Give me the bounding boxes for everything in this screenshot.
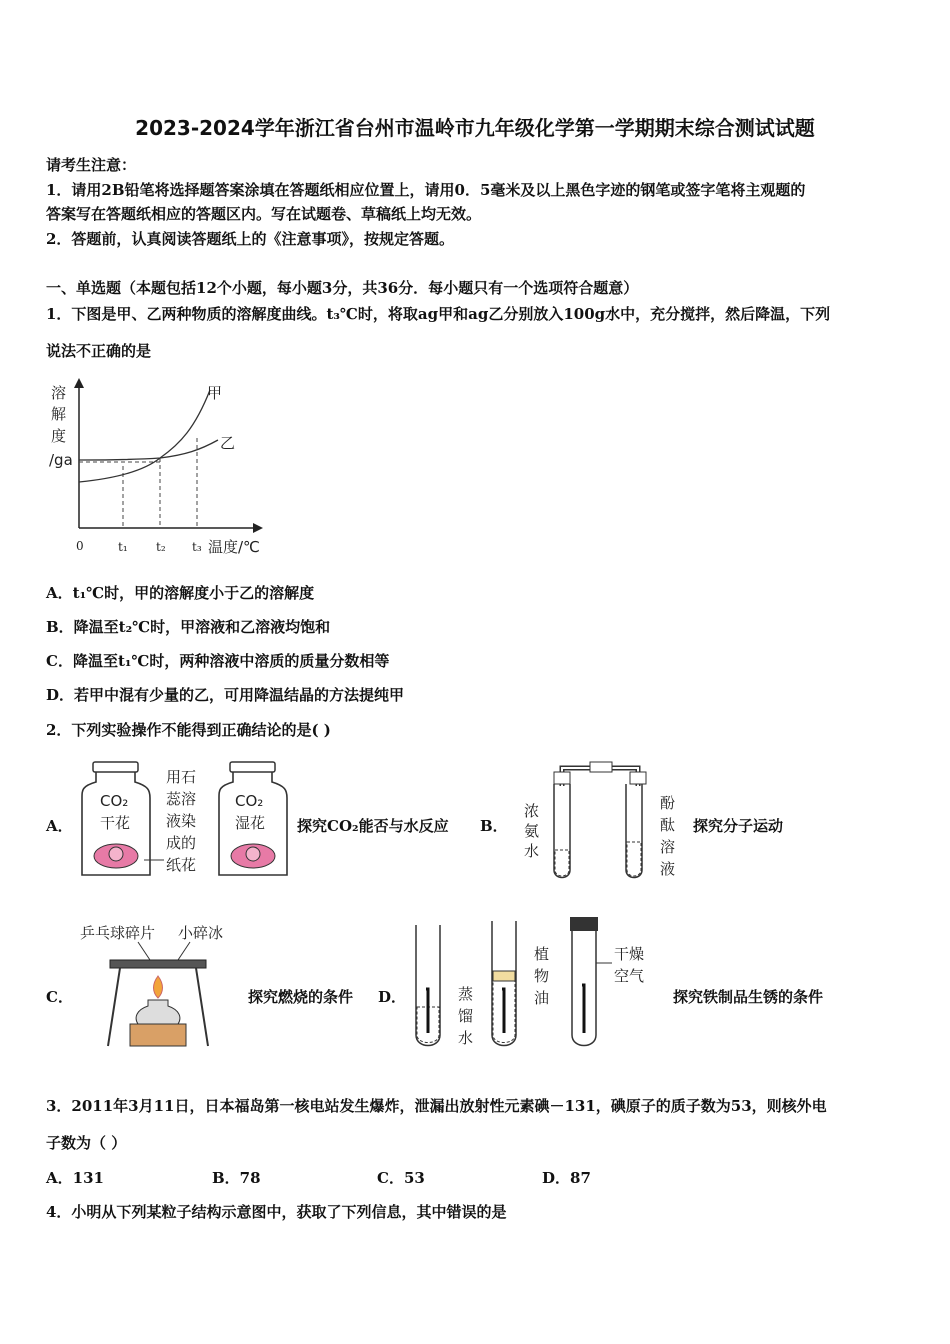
a-note-3: 液染: [166, 812, 197, 830]
curve-jia: [79, 390, 210, 482]
jar-dry: [82, 762, 150, 875]
x-axis-arrow: [253, 523, 263, 533]
d-water-3: 水: [458, 1029, 474, 1047]
nail-1: [426, 989, 428, 1033]
b-left-1: 浓: [524, 802, 540, 820]
nail-3: [582, 985, 584, 1033]
notice-line-1: 1．请用2B铅笔将选择题答案涂填在答题纸相应位置上，请用0．5毫米及以上黑色字迹的钢笔或签字笔将主观题的: [46, 181, 806, 199]
a-note-4: 成的: [166, 834, 197, 852]
q1-stem-2: 说法不正确的是: [46, 342, 152, 360]
c-label-2: 小碎冰: [178, 924, 224, 942]
notice-line-1b: 答案写在答题纸相应的答题区内。写在试题卷、草稿纸上均无效。: [46, 205, 482, 223]
q2-option-d-letter: D．: [378, 988, 407, 1006]
q2-c-illustration: [78, 920, 243, 1050]
d-water-2: 馏: [458, 1007, 474, 1025]
d-oil-3: 油: [534, 989, 550, 1007]
curve-yi: [79, 440, 218, 460]
d-air-1: 干燥: [614, 945, 645, 963]
q1-option-c: C．降温至t₁℃时，两种溶液中溶质的质量分数相等: [46, 652, 390, 670]
alcohol-lamp: [136, 1000, 180, 1024]
jar1-label: 干花: [100, 814, 131, 832]
y-label-4: /ga: [49, 451, 73, 469]
page-title: 2023-2024学年浙江省台州市温岭市九年级化学第一学期期末综合测试试题: [135, 116, 815, 140]
q1-option-b: B．降温至t₂℃时，甲溶液和乙溶液均饱和: [46, 618, 331, 636]
q1-stem-1: 1．下图是甲、乙两种物质的溶解度曲线。t₃℃时，将取ag甲和ag乙分别放入100g水中，充分搅拌，然后降温，下列: [46, 305, 831, 323]
y-label-3: 度: [51, 427, 67, 445]
q2-option-b-caption: 探究分子运动: [693, 817, 784, 835]
q2-option-c-caption: 探究燃烧的条件: [248, 988, 354, 1006]
q2-option-c-letter: C．: [46, 988, 73, 1006]
a-note-1: 用石: [166, 768, 197, 786]
curve-jia-label: 甲: [207, 384, 223, 402]
jar-wet: [219, 762, 287, 875]
y-axis-arrow: [74, 378, 84, 388]
b-right-4: 液: [660, 860, 676, 878]
q2-option-b-letter: B．: [480, 817, 508, 835]
tube-ammonia: [554, 784, 570, 878]
jar2-gas: CO₂: [235, 792, 264, 810]
jar2-label: 湿花: [235, 814, 266, 832]
q2-stem: 2．下列实验操作不能得到正确结论的是( ): [46, 721, 331, 739]
b-left-2: 氨: [524, 822, 540, 840]
nail-2: [502, 989, 504, 1033]
y-label-1: 溶: [51, 384, 67, 402]
c-label-1: 乒乓球碎片: [80, 924, 156, 942]
origin-label: 0: [76, 539, 84, 553]
q3-option-c: C．53: [377, 1169, 425, 1187]
q1-option-d: D．若甲中混有少量的乙，可用降温结晶的方法提纯甲: [46, 686, 405, 704]
b-right-3: 溶: [660, 838, 676, 856]
y-label-2: 解: [51, 405, 67, 423]
d-water-1: 蒸: [458, 985, 474, 1003]
a-note-5: 纸花: [166, 856, 197, 874]
d-oil-2: 物: [534, 967, 550, 985]
t2-label: t₂: [156, 540, 166, 554]
copper-plate: [110, 960, 206, 968]
curve-yi-label: 乙: [220, 434, 236, 452]
d-air-2: 空气: [614, 967, 645, 985]
q2-d-illustration: [408, 915, 658, 1055]
b-right-2: 酞: [660, 816, 676, 834]
q2-option-a-caption: 探究CO₂能否与水反应: [297, 817, 449, 835]
tube-phenol: [626, 784, 642, 878]
d-oil-1: 植: [534, 945, 550, 963]
b-left-3: 水: [524, 842, 540, 860]
q3-option-a: A．131: [46, 1169, 104, 1187]
q4-stem: 4．小明从下列某粒子结构示意图中，获取了下列信息，其中错误的是: [46, 1203, 507, 1221]
q3-stem-2: 子数为（ ）: [46, 1134, 127, 1152]
notice-line-2: 2．答题前，认真阅读答题纸上的《注意事项》，按规定答题。: [46, 230, 454, 248]
oil-layer: [493, 971, 515, 981]
wood-block: [130, 1024, 186, 1046]
section-heading: 一、单选题（本题包括12个小题，每小题3分，共36分．每小题只有一个选项符合题意）: [46, 279, 639, 297]
x-axis-label: 温度/℃: [208, 538, 260, 556]
a-note-2: 蕊溶: [166, 790, 197, 808]
q1-option-a: A．t₁℃时，甲的溶解度小于乙的溶解度: [46, 584, 315, 602]
tripod-leg-right: [196, 968, 208, 1046]
q2-option-d-caption: 探究铁制品生锈的条件: [673, 988, 824, 1006]
tripod-leg-left: [108, 968, 120, 1046]
b-right-1: 酚: [660, 794, 676, 812]
t1-label: t₁: [118, 540, 128, 554]
q3-option-b: B．78: [212, 1169, 261, 1187]
q3-stem-1: 3．2011年3月11日，日本福岛第一核电站发生爆炸，泄漏出放射性元素碘－131，碘原子的质子数为53，则核外电: [46, 1097, 827, 1115]
solubility-chart: [40, 378, 280, 563]
q3-option-d: D．87: [542, 1169, 591, 1187]
q2-b-illustration: [520, 758, 685, 883]
stopper: [570, 917, 598, 931]
q2-a-illustration: [78, 760, 293, 885]
t3-label: t₃: [192, 540, 202, 554]
flame: [154, 976, 163, 998]
notice-heading: 请考生注意：: [46, 156, 137, 174]
jar1-gas: CO₂: [100, 792, 129, 810]
q2-option-a-letter: A．: [46, 817, 73, 835]
